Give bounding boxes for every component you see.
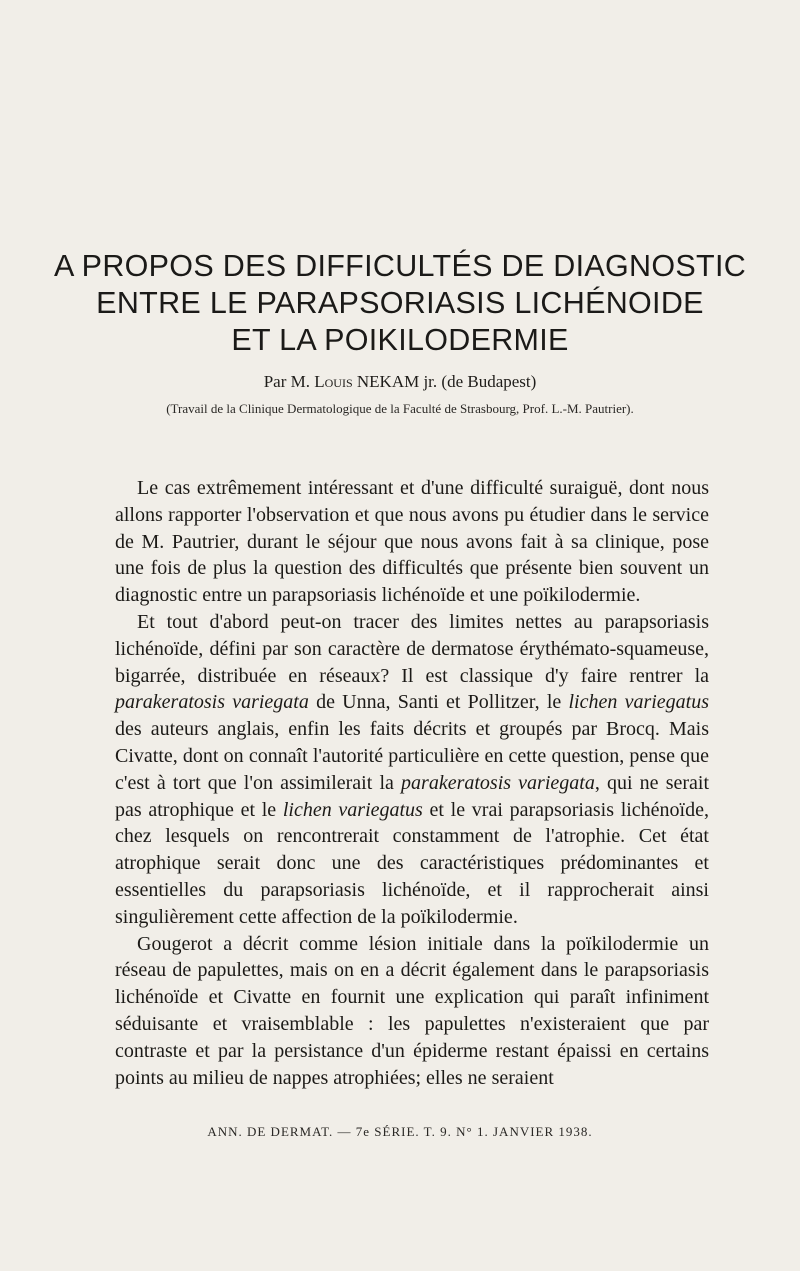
p2-text-e: et le vrai parapsoriasis lichénoïde, chez lesquels on rencontrerait constamment de l'atrophie. Cet état atrophique serait donc une des caractéristiques prédominantes et essentielles du parapsoriasis lichénoïde, et il rapprocherait ainsi singulièrement cette affection de la poïkilodermie. (115, 798, 709, 928)
p2-italic-4: lichen variegatus (282, 798, 423, 821)
p2-italic-1: parakeratosis variegata (115, 691, 309, 714)
p2-text-d: , qui ne serait pas atrophique et le (115, 771, 710, 821)
author-surname: NEKAM jr. (de Budapest) (356, 372, 537, 391)
paragraph-1: Le cas extrêmement intéressant et d'une difficulté suraiguë, dont nous allons rapporter l'observation et que nous avons pu étudier dans le service de M. Pautrier, durant le séjour que nous avons fait à sa clinique, pose une fois de plus la question des difficultés que présente bien souvent un diagnostic entre un parapsoriasis lichénoïde et une poïkilodermie. (115, 477, 709, 607)
p2-italic-3: parakeratosis variegata (401, 771, 595, 794)
article-title (40, 248, 760, 359)
paragraph-3: Gougerot a décrit comme lésion initiale dans la poïkilodermie un réseau de papulettes, mais on en a décrit également dans le parapsoriasis lichénoïde et Civatte en fournit une explication qui paraît infiniment séduisante et vraisemblable : les papulettes n'existeraient que par contraste et par la persistance d'un épiderme restant épaissi en certains points au milieu de nappes atrophiées; elles ne seraient (115, 932, 709, 1089)
author-affiliation: (Travail de la Clinique Dermatologique de la Faculté de Strasbourg, Prof. L.-M. Pautrier). (166, 401, 634, 416)
author-byline (0, 372, 800, 392)
paragraph-2 (115, 609, 709, 931)
p2-italic-2: lichen variegatus (568, 691, 710, 714)
byline-prefix: Par M. (263, 372, 310, 391)
title-line-2: ENTRE LE PARAPSORIASIS LICHÉNOIDE (96, 286, 704, 320)
journal-footer: ANN. DE DERMAT. — 7e SÉRIE. T. 9. N° 1. JANVIER 1938. (207, 1124, 593, 1139)
title-line-1: A PROPOS DES DIFFICULTÉS DE DIAGNOSTIC (53, 249, 747, 283)
p2-text-b: de Unna, Santi et Pollitzer, le (308, 691, 569, 714)
title-line-3: ET LA POIKILODERMIE (231, 323, 569, 357)
author-first-name: Louis (314, 372, 353, 391)
article-body (115, 475, 709, 1091)
p2-text-a: Et tout d'abord peut-on tracer des limites nettes au parapsoriasis lichénoïde, défini par son caractère de dermatose érythémato-squameuse, bigarrée, distribuée en réseaux? Il est classique d'y faire rentrer la (115, 610, 709, 687)
p2-text-c: des auteurs anglais, enfin les faits décrits et groupés par Brocq. Mais Civatte, dont on connaît l'autorité particulière en cette question, pense que c'est à tort que l'on assimilerait la (115, 718, 709, 794)
